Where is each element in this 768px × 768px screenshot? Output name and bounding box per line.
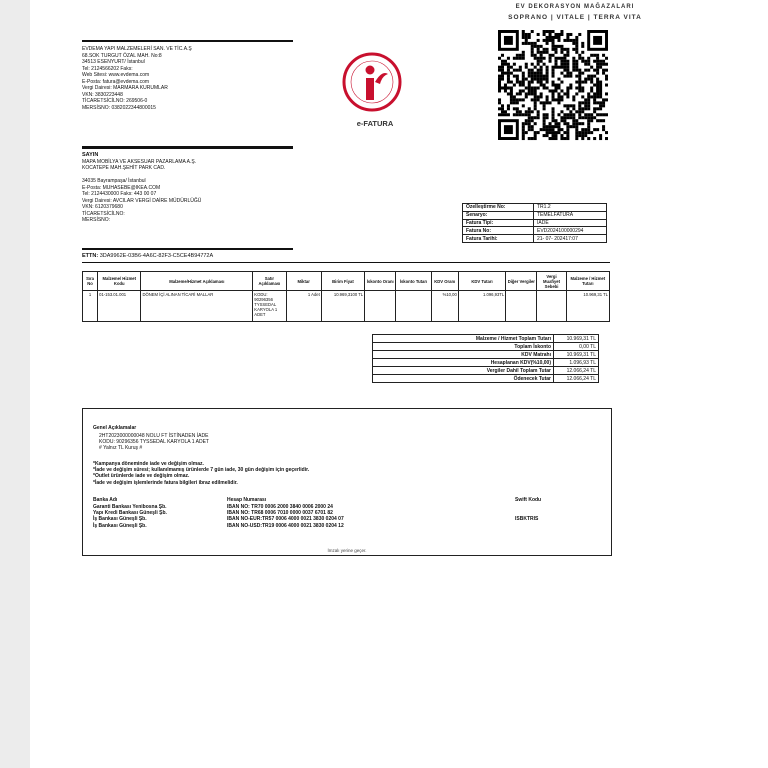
- items-header-row: [83, 272, 610, 291]
- totals-key: Toplam İskonto: [373, 343, 554, 351]
- bank-iban: IBAN NO: TR68 0006 7010 0000 0037 6701 82: [227, 510, 333, 517]
- info-value: TR1.2: [534, 204, 607, 212]
- info-value: EVD2024100000294: [534, 227, 607, 235]
- ettn-line: [82, 253, 213, 259]
- cell-vat-amount: 1.096,93TL: [458, 291, 505, 322]
- notes-line: # Yalnız TL Kuruş #: [99, 445, 143, 452]
- invoice-page: [30, 0, 768, 768]
- gib-logo-icon: [342, 52, 402, 112]
- notes-bullet: *İade ve değişim süresi; kullanılmamış ürünlerde 7 gün iade, 30 gün değişim için geçerlidir.: [93, 467, 310, 474]
- bank-names: [93, 504, 167, 529]
- ettn-label: ETTN:: [82, 253, 99, 259]
- bank-iban: IBAN NO-EUR:TR57 0006 4000 0021 3830 0204 07: [227, 516, 344, 523]
- cell-discount-rate: [365, 291, 396, 322]
- totals-table: [372, 334, 599, 383]
- sender-line: Tel: 2124566202 Faks:: [82, 65, 133, 72]
- notes-line: 2HT2023000000048 NOLU FT İSTİNADEN İADE: [99, 433, 209, 439]
- signature-note: İmzalı yerine geçer.: [327, 548, 367, 553]
- buyer-line: VKN: 6120379680: [82, 204, 123, 210]
- col-header: Malzeme/Hizmet Açıklaması: [141, 272, 253, 291]
- buyer-line: MERSİSNO:: [82, 217, 111, 223]
- notes-bullet: *Kampanya döneminde iade ve değişim olmaz.: [93, 461, 204, 467]
- buyer-top-rule: [82, 148, 293, 149]
- totals-row: [373, 335, 599, 343]
- cell-code: 01-153.01.001: [98, 291, 141, 322]
- buyer-line: E-Posta: MUHASEBE@IKEA.COM: [82, 184, 161, 191]
- cell-unit-price: 10.969,3100 TL: [321, 291, 364, 322]
- efatura-label: e-FATURA: [356, 119, 394, 128]
- bank-swift: ISBKTRIS: [515, 516, 539, 523]
- sender-line: E-Posta: fatura@evdema.com: [82, 78, 150, 85]
- cell-amount: 10.969,31 TL: [566, 291, 609, 322]
- info-key: Özelleştirme No:: [463, 204, 534, 212]
- items-table: [82, 271, 610, 322]
- totals-value: 12.066,24 TL: [554, 367, 599, 375]
- bank-swifts: [515, 504, 538, 523]
- totals-row: [373, 367, 599, 375]
- info-value: TEMELFATURA: [534, 211, 607, 219]
- buyer-bottom-rule: [82, 248, 293, 250]
- totals-key: Hesaplanan KDV(%10,00): [373, 359, 554, 367]
- bank-ibans: [227, 504, 344, 529]
- notes-box: [82, 408, 612, 556]
- totals-key: Vergiler Dahil Toplam Tutar: [373, 367, 554, 375]
- sender-line: TİCARETSİCİLNO: 269506-0: [82, 98, 148, 104]
- col-header: Satır Açıklaması: [253, 272, 286, 291]
- bank-iban: IBAN NO-USD:TR19 0006 4000 0021 3830 0204 12: [227, 522, 344, 529]
- sender-line: Web Sitesi: www.evdema.com: [82, 72, 150, 78]
- totals-value: 0,00 TL: [554, 343, 599, 351]
- buyer-title: SAYIN: [82, 152, 99, 158]
- cell-vat-rate: %10,00: [431, 291, 458, 322]
- buyer-line: MAPA MOBİLYA VE AKSESUAR PAZARLAMA A.Ş.: [82, 158, 197, 165]
- buyer-line: Tel: 2124430000 Faks: 443 00 07: [82, 191, 157, 197]
- col-header: KDV Tutarı: [458, 272, 505, 291]
- qr-code-icon: [498, 30, 608, 142]
- cell-discount-amount: [396, 291, 431, 322]
- info-row: [463, 211, 607, 219]
- col-header: Vergi Muafiyet Sebebi: [537, 272, 566, 291]
- col-header: KDV Oranı: [431, 272, 458, 291]
- totals-value: 10.969,31 TL: [554, 335, 599, 343]
- totals-key: Ödenecek Tutar: [373, 375, 554, 383]
- info-row: [463, 204, 607, 212]
- totals-value: 12.066,24 TL: [554, 375, 599, 383]
- cell-desc: DÖNEM İÇİ ALINAN TİCARİ MALLAR: [141, 291, 253, 322]
- col-header: Malzeme / Hizmet Tutarı: [566, 272, 609, 291]
- cell-line-desc: KODU: 90296356 TYSSEDAL KARYOLA 1 ADET: [253, 291, 286, 322]
- totals-row: [373, 343, 599, 351]
- totals-row: [373, 375, 599, 383]
- sender-top-rule: [82, 40, 293, 42]
- sender-line: 34513 ESENYURT/ İstanbul: [82, 59, 145, 65]
- info-row: [463, 227, 607, 235]
- totals-key: KDV Matrahı: [373, 351, 554, 359]
- notes-bullets: [93, 461, 309, 486]
- buyer-line: Vergi Dairesi: AVCILAR VERGİ DAİRE MÜDÜRLÜĞÜ: [82, 197, 202, 204]
- totals-row: [373, 359, 599, 367]
- ettn-rule: [82, 262, 610, 263]
- col-header: Sıra No: [83, 272, 98, 291]
- bank-name: Garanti Bankası Yenibosna Şb.: [93, 504, 167, 510]
- col-header: İskonto Tutarı: [396, 272, 431, 291]
- col-header: İskonto Oranı: [365, 272, 396, 291]
- notes-bullet: *İade ve değişim işlemlerinde fatura bilgileri ibraz edilmelidir.: [93, 479, 238, 486]
- cell-other-tax: [506, 291, 537, 322]
- swift-header: Swift Kodu: [515, 497, 542, 503]
- brand-tagline: EV DEKORASYON MAĞAZALARI: [515, 4, 635, 10]
- info-key: Fatura Tipi:: [463, 219, 534, 227]
- totals-key: Malzeme / Hizmet Toplam Tutarı: [373, 335, 554, 343]
- col-header: Diğer Vergiler: [506, 272, 537, 291]
- brand-names: SOPRANO | VITALE | TERRA VITA: [508, 14, 642, 21]
- bank-iban: IBAN NO: TR70 0006 2000 3840 0006 2000 24: [227, 504, 333, 510]
- notes-title: Genel Açıklamalar: [93, 425, 137, 431]
- col-header: Birim Fiyat: [321, 272, 364, 291]
- info-row: [463, 219, 607, 227]
- notes-bullet: *Outlet ürünlerde iade ve değişim olmaz.: [93, 473, 190, 480]
- sender-line: VKN: 3830223448: [82, 91, 123, 98]
- col-header: Malzeme/ Hizmet Kodu: [98, 272, 141, 291]
- info-row: [463, 235, 607, 243]
- info-value: 21- 07- 202417:07: [534, 235, 607, 243]
- bank-name: İş Bankası Güneşli Şb.: [93, 522, 147, 529]
- buyer-line: TİCARETSİCİLNO:: [82, 210, 125, 217]
- sender-line: Vergi Dairesi: MARMARA KURUMLAR: [82, 85, 168, 91]
- info-key: Fatura No:: [463, 227, 534, 235]
- totals-row: [373, 351, 599, 359]
- sender-block: [82, 46, 302, 111]
- sender-line: EVDEMA YAPI MALZEMELERİ SAN. VE TİC.A.Ş: [82, 46, 192, 52]
- totals-value: 1.096,93 TL: [554, 359, 599, 367]
- info-key: Fatura Tarihi:: [463, 235, 534, 243]
- info-key: Senaryo:: [463, 211, 534, 219]
- bank-name: İş Bankası Güneşli Şb.: [93, 516, 147, 523]
- ettn-value: 3DA9962E-03B6-4A6C-82F3-C5CE4B94772A: [99, 253, 214, 259]
- info-value: İADE: [534, 219, 607, 227]
- buyer-line: 34035 Bayrampaşa/ İstanbul: [82, 178, 146, 184]
- col-header: Miktar: [286, 272, 321, 291]
- bank-name: Yapı Kredi Bankası Güneşli Şb.: [93, 510, 167, 517]
- totals-value: 10.969,31 TL: [554, 351, 599, 359]
- notes-line: KODU: 90296356 TYSSEDAL KARYOLA 1 ADET: [99, 439, 209, 446]
- notes-lines: [99, 433, 209, 452]
- cell-qty: 1 Adet: [286, 291, 321, 322]
- buyer-block: [82, 152, 302, 224]
- buyer-line: KOCATEPE MAH.ŞEHİT PARK CAD.: [82, 165, 166, 171]
- invoice-info-table: [462, 203, 607, 243]
- sender-line: MERSİSNO: 0382022344800015: [82, 104, 156, 111]
- cell-exemption: [537, 291, 566, 322]
- sender-line: 68.SOK TURGUT ÖZAL MAH. No:8: [82, 52, 162, 59]
- table-row: [83, 291, 610, 322]
- iban-header: Hesap Numarası: [227, 497, 267, 503]
- bank-name-header: Banka Adı: [93, 497, 118, 503]
- cell-sira: 1: [83, 291, 98, 322]
